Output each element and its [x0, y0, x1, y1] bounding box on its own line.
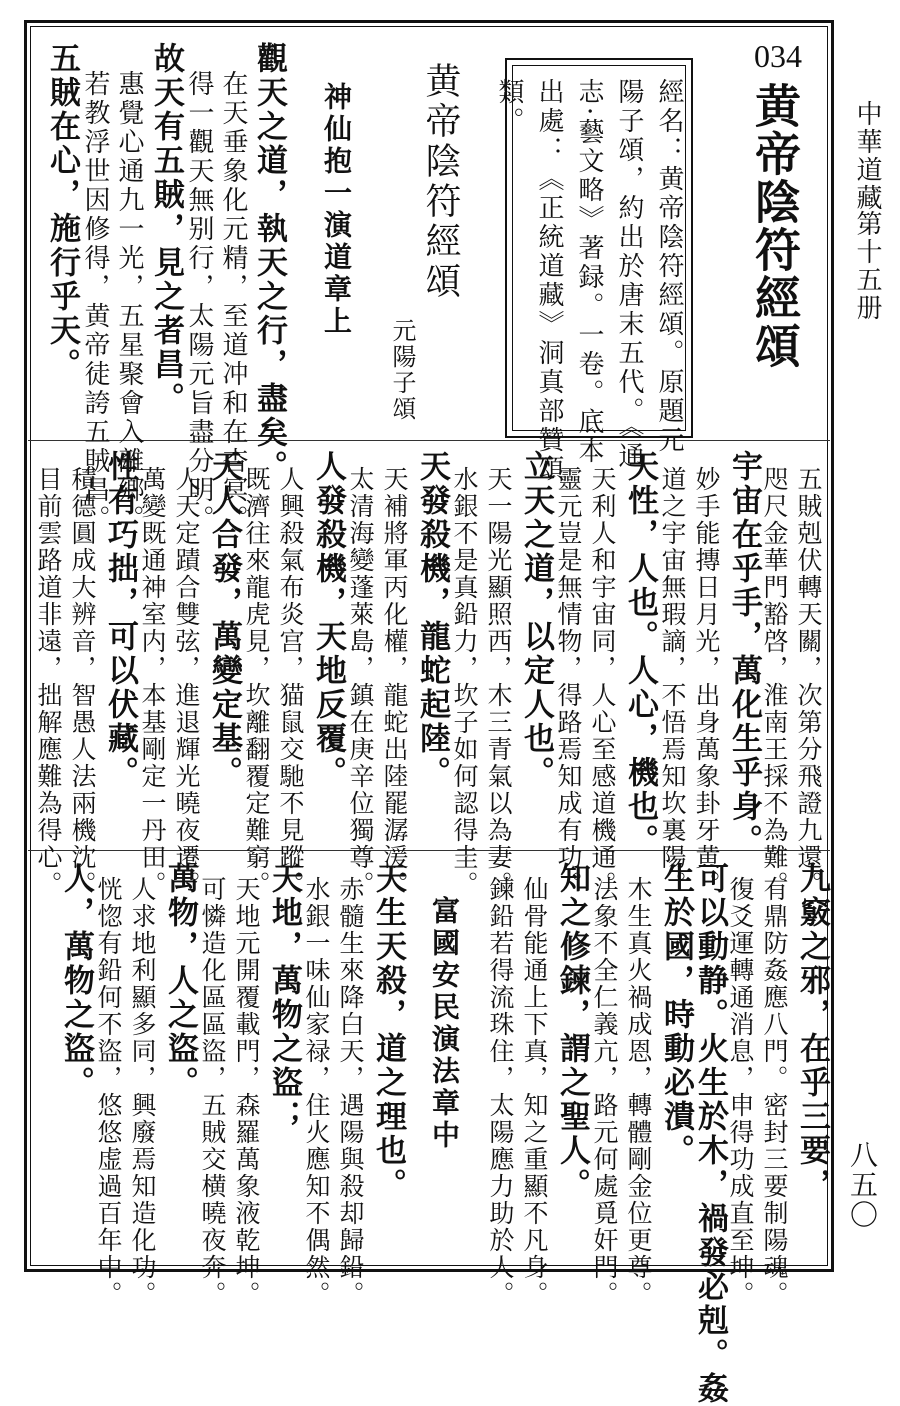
commentary-line: 復爻運轉通消息，申得功成直至坤。 — [726, 876, 755, 1308]
commentary-line: 木生真火禍成恩，轉體剛金位更尊。 — [624, 876, 653, 1308]
commentary-line: 在天垂象化元精，至道冲和在杳冥。 — [218, 70, 248, 534]
commentary-line: 人興殺氣布炎宫，猫鼠交馳不見蹤。 — [276, 466, 305, 898]
commentary-line: 水銀不是真鉛力，坎子如何認得圭。 — [450, 466, 479, 898]
verse-line: 天人合發，萬變定基。 — [206, 450, 242, 790]
verse-line: 五賊在心，施行乎天。 — [44, 42, 80, 382]
commentary-line: 天補將軍丙化權，龍蛇出陸罷潺湲。 — [380, 466, 409, 898]
work-title: 黄帝陰符經頌 — [420, 62, 461, 302]
page-number: 八五〇 — [846, 1140, 879, 1230]
commentary-line: 道之宇宙無瑕謫，不悟焉知坎裏陽。 — [658, 466, 687, 898]
commentary-line: 太清海變蓬萊島，鎮在庚辛位獨尊。 — [346, 466, 375, 898]
commentary-line: 天利人和宇宙同，人心至感道機通。 — [588, 466, 617, 898]
text-number: 034 — [754, 38, 802, 74]
commentary-line: 既濟往來龍虎見，坎離翻覆定難窮。 — [242, 466, 271, 898]
commentary-line: 可憐造化區區盜，五賊交横曉夜奔。 — [198, 876, 227, 1308]
section-divider — [28, 440, 830, 441]
commentary-line: 咫尺金華門豁啓，淮南王採不為難。 — [760, 466, 789, 898]
commentary-line: 天地元開覆載門，森羅萬象液乾坤。 — [232, 876, 261, 1308]
commentary-line: 法象不全仁義亢，路元何處覓奸門。 — [590, 876, 619, 1308]
commentary-line: 靈元豈是無情物，得路焉知成有功。 — [554, 466, 583, 898]
verse-line: 萬物，人之盜。 — [162, 862, 198, 1100]
verse-line: 人發殺機，天地反覆。 — [310, 450, 346, 790]
verse-line: 立天之道，以定人也。 — [518, 450, 554, 790]
verse-line: 知之修鍊，謂之聖人。 — [554, 862, 590, 1202]
verse-line: 故天有五賊，見之者昌。 — [148, 42, 184, 416]
commentary-line: 水銀一味仙家禄，住火應知不偶然。 — [302, 876, 331, 1308]
commentary-line: 萬變既通神室内，本基剛定一丹田。 — [138, 466, 167, 898]
commentary-line: 若教浮世因修得，黄帝徒誇五賊昌。 — [80, 70, 110, 534]
commentary-line: 妙手能摶日月光，出身萬象卦牙黄。 — [692, 466, 721, 898]
intro-line: 出處：《正統道藏》洞真部贊頌 — [534, 78, 564, 484]
commentary-line: 有鼎防姦應八門。密封三要制陽魂。 — [760, 876, 789, 1308]
verse-line: 宇宙在乎手，萬化生乎身。 — [726, 450, 762, 858]
verse-line: 生於國，時動必潰。 — [658, 862, 694, 1168]
commentary-line: 目前雲路道非遠，拙解應難為得心。 — [34, 466, 63, 898]
commentary-line: 惠覺心通九一光，五星聚會入離鄉。 — [114, 70, 144, 534]
verse-line: 天地，萬物之盜； — [266, 862, 302, 1134]
running-header-volume: 第十五册 — [852, 210, 882, 322]
running-header-collection: 中華道藏 — [852, 100, 882, 212]
verse-line: 天發殺機，龍蛇起陸。 — [414, 450, 450, 790]
commentary-line: 天一陽光顯照西，木三青氣以為妻。 — [484, 466, 513, 898]
intro-line: 類。 — [494, 78, 524, 136]
verse-line: 可以動静。火生於木，禍發必剋。姦 — [692, 862, 728, 1406]
author-line: 元陽子頌 — [388, 318, 416, 422]
chapter-heading: 神仙抱一演道章上 — [320, 82, 353, 338]
commentary-line: 得一觀天無别行，太陽元旨盡分明。 — [184, 70, 214, 534]
commentary-line: 人求地利顯多同，興廢焉知造化功。 — [128, 876, 157, 1308]
verse-line: 性有巧拙，可以伏藏。 — [102, 450, 138, 790]
intro-line: 志·藝文略》著録。一卷。底本 — [574, 78, 604, 467]
commentary-line: 恍惚有鉛何不盜，悠悠虚過百年中。 — [94, 876, 123, 1308]
verse-line: 九竅之邪，在乎三要， — [794, 862, 830, 1202]
commentary-line: 赤髓生來降白天，遇陽與殺却歸鉛。 — [336, 876, 365, 1308]
commentary-line: 五賊剋伏轉天關，次第分飛證九還。 — [794, 466, 823, 898]
intro-line: 陽子頌，約出於唐末五代。《通 — [614, 78, 644, 471]
verse-line: 人，萬物之盜。 — [58, 862, 94, 1100]
commentary-line: 積德圓成大辨音，智愚人法兩機沈。 — [68, 466, 97, 898]
commentary-line: 仙骨能通上下真，知之重顯不凡身。 — [520, 876, 549, 1308]
verse-line: 天性，人也。人心，機也。 — [622, 450, 658, 858]
page-title: 黄帝陰符經頌 — [748, 82, 802, 370]
commentary-line: 鍊鉛若得流珠住，太陽應力助於人。 — [486, 876, 515, 1308]
verse-line: 觀天之道，執天之行，盡矣。 — [251, 42, 287, 484]
commentary-line: 人天定蹟合雙弦，進退輝光曉夜遷。 — [172, 466, 201, 898]
intro-line: 經名：黄帝陰符經頌。原題元 — [654, 78, 684, 455]
chapter-heading: 富國安民演法章中 — [428, 896, 461, 1152]
verse-line: 天生天殺，道之理也。 — [370, 862, 406, 1202]
